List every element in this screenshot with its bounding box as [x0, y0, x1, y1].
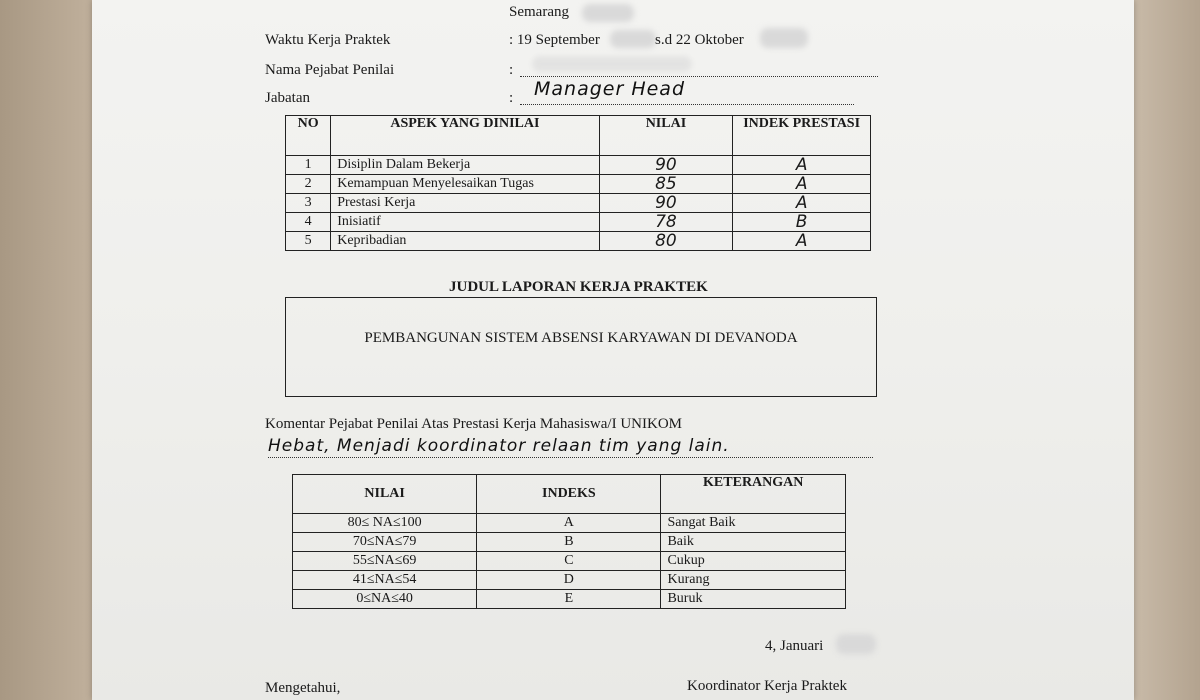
table-row [286, 194, 871, 213]
comment-handwritten: Hebat, Menjadi koordinator relaan tim yang lain. [268, 436, 730, 456]
assessor-colon: : [509, 62, 514, 78]
row-index: C [477, 552, 661, 571]
row-note: Baik [661, 533, 846, 552]
row-range: 80≤ NA≤100 [293, 514, 477, 533]
row-index: A [733, 175, 871, 194]
acknowledged-text: Mengetahui, [265, 680, 341, 696]
table-row [293, 533, 846, 552]
col-aspect: ASPEK YANG DINILAI [331, 116, 599, 156]
row-aspect: Kepribadian [331, 232, 599, 251]
row-index: D [477, 571, 661, 590]
row-no: 5 [286, 232, 331, 251]
position-label: Jabatan [265, 90, 310, 106]
table-row [293, 514, 846, 533]
col-note: KETERANGAN [661, 475, 846, 514]
assessor-dotted-line [520, 76, 878, 77]
row-aspect: Disiplin Dalam Bekerja [331, 156, 599, 175]
coordinator-title: Koordinator Kerja Praktek [687, 678, 847, 694]
row-index: E [477, 590, 661, 609]
comment-label: Komentar Pejabat Penilai Atas Prestasi Kerja Mahasiswa/I UNIKOM [265, 416, 682, 432]
row-range: 70≤NA≤79 [293, 533, 477, 552]
row-no: 2 [286, 175, 331, 194]
signing-date: 4, Januari [765, 638, 824, 654]
redaction-blur [582, 4, 634, 22]
position-handwritten: Manager Head [534, 78, 686, 100]
assessor-label: Nama Pejabat Penilai [265, 62, 395, 78]
position-colon: : [509, 90, 514, 106]
position-dotted-line [520, 104, 854, 105]
row-no: 4 [286, 213, 331, 232]
row-note: Sangat Baik [661, 514, 846, 533]
report-box [285, 297, 877, 397]
redaction-blur [836, 634, 876, 654]
report-title: JUDUL LAPORAN KERJA PRAKTEK [449, 279, 708, 295]
col-index: INDEK PRESTASI [733, 116, 871, 156]
row-index: A [477, 514, 661, 533]
row-note: Cukup [661, 552, 846, 571]
table-row [293, 590, 846, 609]
comment-dotted-line [268, 457, 873, 458]
period-end: s.d 22 Oktober [655, 32, 744, 48]
table-row [286, 213, 871, 232]
row-aspect: Inisiatif [331, 213, 599, 232]
row-no: 1 [286, 156, 331, 175]
col-score: NILAI [293, 475, 477, 514]
row-range: 55≤NA≤69 [293, 552, 477, 571]
row-aspect: Prestasi Kerja [331, 194, 599, 213]
city-text: Semarang [509, 4, 569, 20]
assessment-table [285, 115, 871, 251]
row-range: 41≤NA≤54 [293, 571, 477, 590]
row-index: B [477, 533, 661, 552]
row-note: Buruk [661, 590, 846, 609]
row-index: A [733, 156, 871, 175]
table-row [293, 571, 846, 590]
grade-table [292, 474, 846, 609]
row-note: Kurang [661, 571, 846, 590]
row-score: 85 [599, 175, 733, 194]
col-score: NILAI [599, 116, 733, 156]
row-index: A [733, 194, 871, 213]
table-row [286, 232, 871, 251]
report-content: PEMBANGUNAN SISTEM ABSENSI KARYAWAN DI DEVANODA [364, 330, 798, 346]
redaction-blur [532, 56, 692, 72]
redaction-blur [760, 28, 808, 48]
desk-background-left [0, 0, 92, 700]
document-page [92, 0, 1134, 700]
desk-background-right [1134, 0, 1200, 700]
period-start: : 19 September [509, 32, 600, 48]
table-row [293, 552, 846, 571]
row-score: 90 [599, 194, 733, 213]
row-no: 3 [286, 194, 331, 213]
row-range: 0≤NA≤40 [293, 590, 477, 609]
row-index: B [733, 213, 871, 232]
redaction-blur [610, 30, 656, 48]
col-no: NO [286, 116, 331, 156]
table-row [286, 156, 871, 175]
row-score: 90 [599, 156, 733, 175]
row-score: 80 [599, 232, 733, 251]
table-row [286, 175, 871, 194]
period-label: Waktu Kerja Praktek [265, 32, 391, 48]
col-index: INDEKS [477, 475, 661, 514]
row-score: 78 [599, 213, 733, 232]
row-index: A [733, 232, 871, 251]
row-aspect: Kemampuan Menyelesaikan Tugas [331, 175, 599, 194]
